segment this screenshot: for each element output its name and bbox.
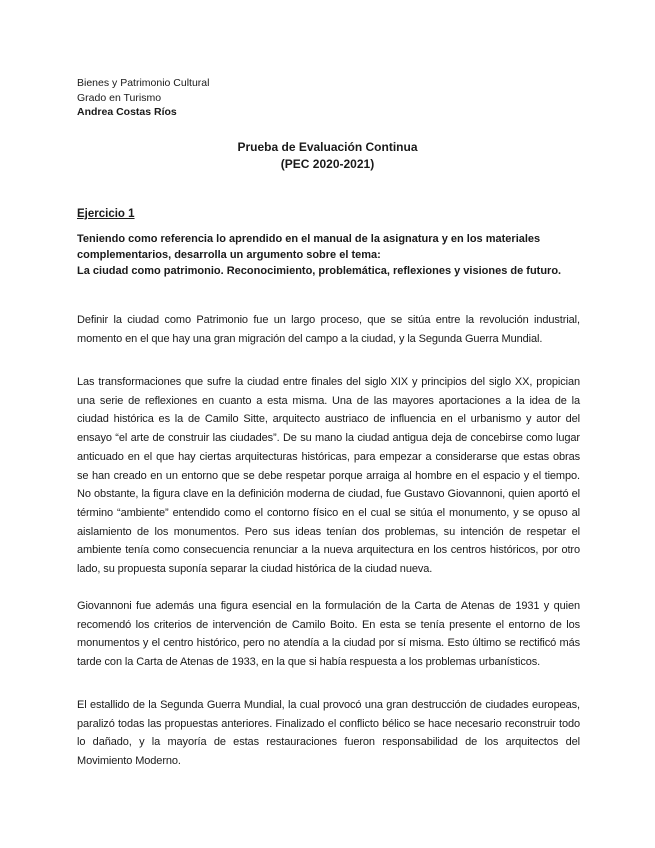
- degree-name: Grado en Turismo: [77, 91, 162, 104]
- document-header: [77, 76, 209, 120]
- body-paragraph: Giovannoni fue además una figura esencial en la formulación de la Carta de Atenas de 1931 y quien recomendó los criterios de intervención de Camilo Boito. En esta se tenía presente el entorno de los monumentos y el centro histórico, pero no atendía a la ciudad por sí misma. Esto último se rectificó más tarde con la Carta de Atenas de 1933, en la que si había respuesta a los problemas urbanísticos.: [77, 600, 580, 669]
- exercise-prompt: [77, 231, 587, 279]
- prompt-line-2: complementarios, desarrolla un argumento sobre el tema:: [77, 249, 381, 261]
- title-line-2: (PEC 2020-2021): [280, 157, 375, 171]
- body-paragraph: Las transformaciones que sufre la ciudad entre finales del siglo XIX y principios del siglo XX, propician una serie de reflexiones en cuanto a esta misma. Una de las mayores aportaciones a la idea de la ciudad histórica es la de Camilo Sitte, arquitecto austriaco de influencia en el urbanismo y autor del ensayo “el arte de construir las ciudades”. De su mano la ciudad antigua deja de concebirse como lugar anticuado en el que hay ciertas arquitecturas históricas, para empezar a considerarse que estas obras se han creado en un entorno que se debe respetar porque arraiga al hombre en el espacio y el tiempo. No obstante, la figura clave en la definición moderna de ciudad, fue Gustavo Giovannoni, quien aportó el término “ambiente” entendido como el contorno físico en el cual se sitúa el monumento, y se opuso al aislamiento de los monumentos. Pero sus ideas tenían dos problemas, su intención de respetar el ambiente tenía como consecuencia renunciar a la nueva arquitectura en los centros históricos, por otro lado, su propuesta suponía separar la ciudad histórica de la ciudad nueva.: [77, 376, 580, 576]
- author-name: Andrea Costas Ríos: [77, 106, 177, 118]
- exercise-heading: Ejercicio 1: [77, 208, 135, 220]
- body-paragraph: El estallido de la Segunda Guerra Mundial, la cual provocó una gran destrucción de ciudades europeas, paralizó todas las propuestas anteriores. Finalizado el conflicto bélico se hace necesario reconstruir todo lo dañado, y la mayoría de estas restauraciones fueron responsabilidad de los arquitectos del Movimiento Moderno.: [77, 699, 580, 768]
- document-title: [0, 139, 655, 173]
- prompt-topic: La ciudad como patrimonio. Reconocimiento, problemática, reflexiones y visiones de futuro.: [77, 265, 562, 277]
- course-name: Bienes y Patrimonio Cultural: [77, 77, 210, 89]
- prompt-line-1: Teniendo como referencia lo aprendido en el manual de la asignatura y en los materiales: [77, 233, 541, 245]
- body-paragraph: Definir la ciudad como Patrimonio fue un largo proceso, que se sitúa entre la revolución industrial, momento en el que hay una gran migración del campo a la ciudad, y la Segunda Guerra Mundial.: [77, 314, 580, 345]
- title-line-1: Prueba de Evaluación Continua: [237, 140, 418, 154]
